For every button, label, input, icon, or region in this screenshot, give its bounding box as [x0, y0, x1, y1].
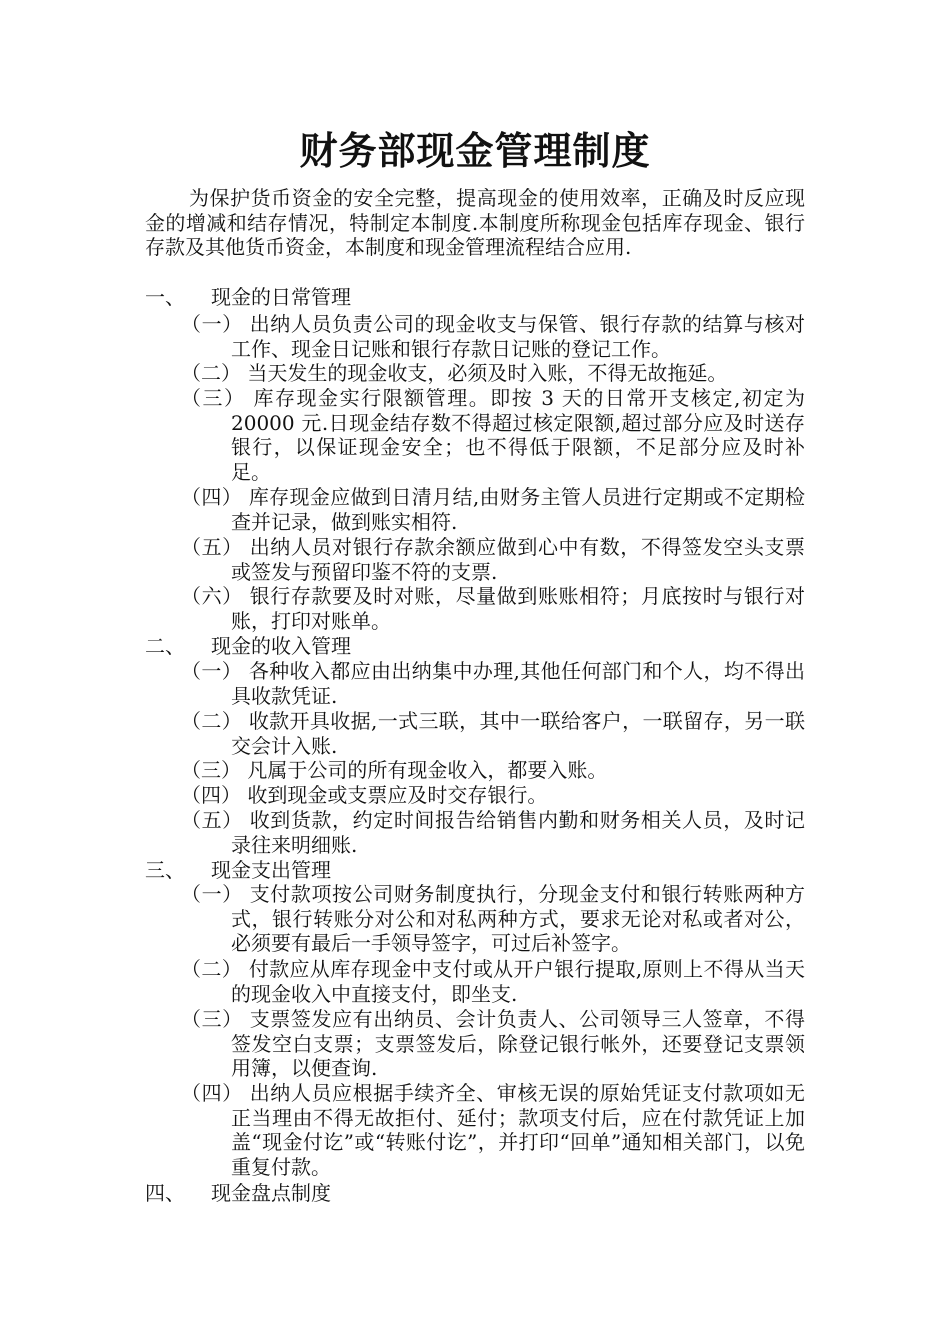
list-item: （一） 各种收入都应由出纳集中办理,其他任何部门和个人，均不得出具收款凭证.	[181, 659, 805, 708]
list-item: （五） 出纳人员对银行存款余额应做到心中有数，不得签发空头支票或签发与预留印鉴不符的支票.	[181, 535, 805, 584]
list-item: （四） 收到现金或支票应及时交存银行。	[181, 783, 548, 807]
section-number: 四、	[145, 1181, 185, 1205]
section-number: 一、	[145, 285, 185, 309]
section-title: 现金的日常管理	[211, 285, 351, 309]
section-heading-1	[145, 285, 351, 310]
list-item: （一） 支付款项按公司财务制度执行，分现金支付和银行转账两种方式，银行转账分对公和对私两种方式，要求无论对私或者对公，必须要有最后一手领导签字，可过后补签字。	[181, 882, 805, 956]
list-item: （六） 银行存款要及时对账，尽量做到账账相符；月底按时与银行对账，打印对账单。	[181, 584, 805, 633]
section-heading-3	[145, 858, 331, 883]
list-item: （四） 库存现金应做到日清月结,由财务主管人员进行定期或不定期检查并记录，做到账实相符.	[181, 485, 805, 534]
section-number: 二、	[145, 634, 185, 658]
section-heading-2	[145, 634, 351, 659]
list-item: （三） 库存现金实行限额管理。即按 3 天的日常开支核定,初定为 20000 元.日现金结存数不得超过核定限额,超过部分应及时送存银行，以保证现金安全；也不得低于限额，不足部分应及时补足。	[181, 386, 805, 484]
section-number: 三、	[145, 858, 185, 882]
list-item: （三） 支票签发应有出纳员、会计负责人、公司领导三人签章，不得签发空白支票；支票签发后，除登记银行帐外，还要登记支票领用簿，以便查询.	[181, 1007, 805, 1081]
list-item: （一） 出纳人员负责公司的现金收支与保管、银行存款的结算与核对工作、现金日记账和银行存款日记账的登记工作。	[181, 312, 805, 361]
section-title: 现金的收入管理	[211, 634, 351, 658]
list-item: （四） 出纳人员应根据手续齐全、审核无误的原始凭证支付款项如无正当理由不得无故拒付、延付；款项支付后，应在付款凭证上加盖“现金付讫”或“转账付讫”，并打印“回单”通知相关部门，以免重复付款。	[181, 1081, 805, 1179]
intro-paragraph: 为保护货币资金的安全完整，提高现金的使用效率，正确及时反应现金的增减和结存情况，特制定本制度.本制度所称现金包括库存现金、银行存款及其他货币资金，本制度和现金管理流程结合应用.	[145, 186, 805, 260]
list-item: （二） 收款开具收据,一式三联，其中一联给客户，一联留存，另一联交会计入账.	[181, 709, 805, 758]
list-item: （三） 凡属于公司的所有现金收入，都要入账。	[181, 758, 608, 782]
section-heading-4	[145, 1181, 331, 1206]
document-title: 财务部现金管理制度	[299, 128, 651, 173]
list-item: （五） 收到货款，约定时间报告给销售内勤和财务相关人员，及时记录往来明细账.	[181, 808, 805, 857]
section-title: 现金支出管理	[211, 858, 331, 882]
list-item: （二） 付款应从库存现金中支付或从开户银行提取,原则上不得从当天的现金收入中直接支付，即坐支.	[181, 957, 805, 1006]
list-item: （二） 当天发生的现金收支，必须及时入账，不得无故拖延。	[181, 361, 728, 385]
section-title: 现金盘点制度	[211, 1181, 331, 1205]
